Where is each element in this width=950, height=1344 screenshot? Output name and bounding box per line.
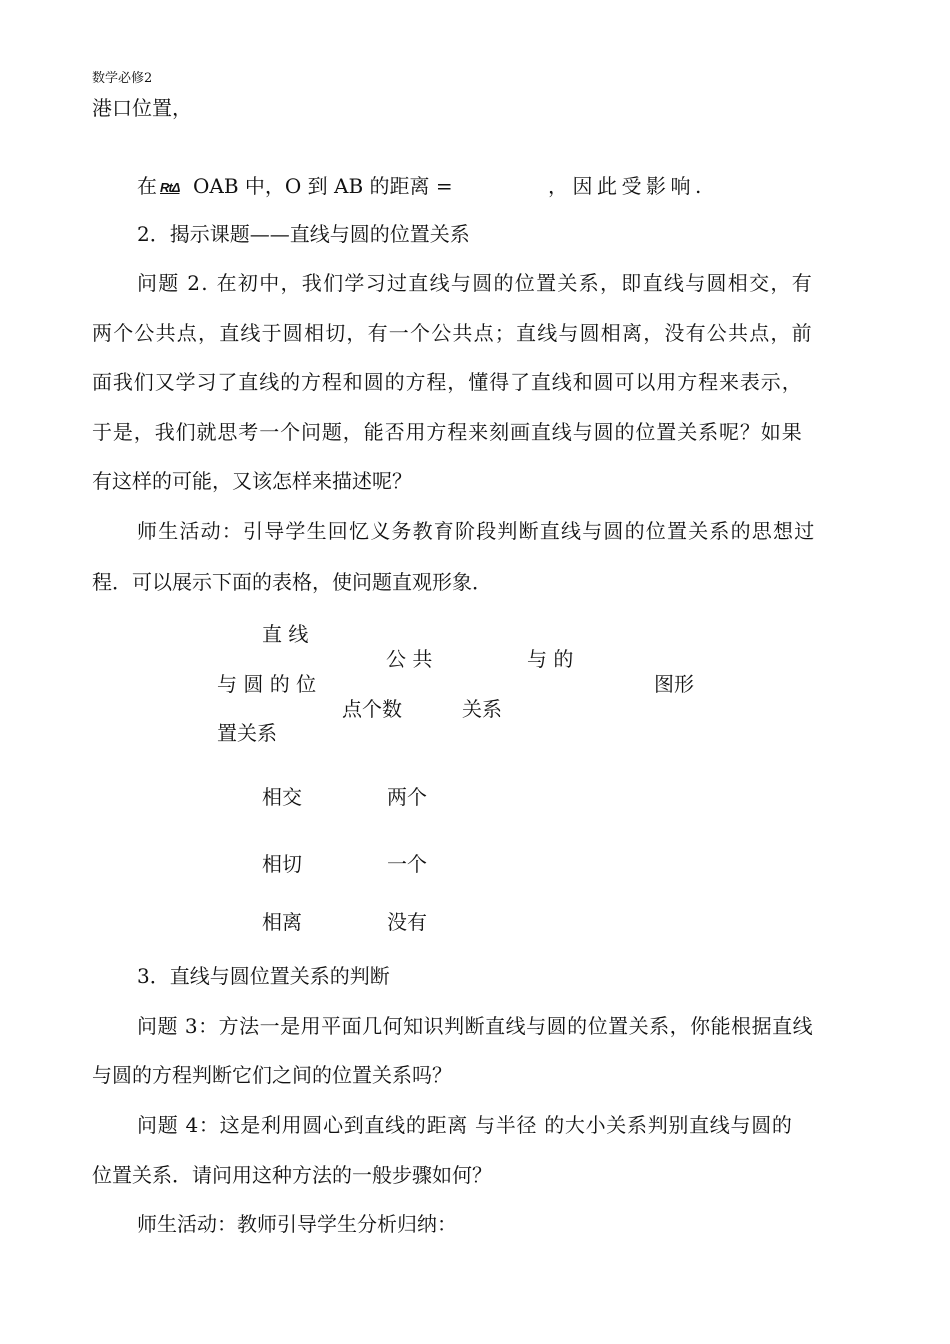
- table-header-count-2: 点个数: [342, 697, 402, 721]
- question-2-line-5: 有这样的可能，又该怎样来描述呢？: [92, 469, 412, 493]
- table-header-relation-1: 直 线: [262, 622, 309, 646]
- table-header-dr-1: 与 的: [527, 647, 574, 671]
- paragraph-intro: 港口位置，: [92, 96, 192, 120]
- table-row-intersect-count: 两个: [387, 785, 427, 809]
- section-3-title: 3．直线与圆位置关系的判断: [137, 964, 390, 988]
- question-3-line-2: 与圆的方程判断它们之间的位置关系吗？: [92, 1063, 452, 1087]
- page-header: 数学必修2: [92, 71, 153, 86]
- question-2-line-1: 问题 2. 在初中，我们学习过直线与圆的位置关系，即直线与圆相交，有: [137, 271, 813, 295]
- table-row-separate-count: 没有: [387, 910, 427, 934]
- question-4-line-2: 位置关系．请问用这种方法的一般步骤如何？: [92, 1163, 492, 1187]
- question-2-line-4: 于是，我们就思考一个问题，能否用方程来刻画直线与圆的位置关系呢？如果: [92, 420, 803, 444]
- rt-distance-text: OAB 中，O 到 AB 的距离 =: [193, 174, 453, 198]
- activity-2: 师生活动：教师引导学生分析归纳：: [137, 1212, 457, 1236]
- question-2-line-3: 面我们又学习了直线的方程和圆的方程，懂得了直线和圆可以用方程来表示，: [92, 370, 803, 394]
- table-row-separate-relation: 相离: [262, 910, 302, 934]
- question-2-line-2: 两个公共点，直线于圆相切，有一个公共点；直线与圆相离，没有公共点，前: [92, 321, 813, 345]
- table-header-relation-3: 置关系: [217, 721, 277, 745]
- table-row-tangent-count: 一个: [387, 852, 427, 876]
- question-3-line-1: 问题 3：方法一是用平面几何知识判断直线与圆的位置关系，你能根据直线: [137, 1014, 814, 1038]
- table-row-intersect-relation: 相交: [262, 785, 302, 809]
- rt-conclusion: ，因此受影响.: [548, 174, 706, 198]
- table-row-tangent-relation: 相切: [262, 852, 302, 876]
- table-header-dr-2: 关系: [462, 697, 502, 721]
- table-header-figure: 图形: [654, 672, 694, 696]
- table-header-count-1: 公 共: [386, 647, 433, 671]
- activity-1-line-1: 师生活动：引导学生回忆义务教育阶段判断直线与圆的位置关系的思想过: [137, 519, 816, 543]
- rt-prefix: 在: [137, 174, 157, 198]
- table-header-relation-2: 与 圆 的 位: [217, 672, 317, 696]
- section-2-title: 2．揭示课题——直线与圆的位置关系: [137, 222, 470, 246]
- rt-triangle-symbol: RtΔ: [160, 180, 180, 195]
- question-4-line-1: 问题 4：这是利用圆心到直线的距离 与半径 的大小关系判别直线与圆的: [137, 1113, 793, 1137]
- activity-1-line-2: 程．可以展示下面的表格，使问题直观形象．: [92, 570, 492, 594]
